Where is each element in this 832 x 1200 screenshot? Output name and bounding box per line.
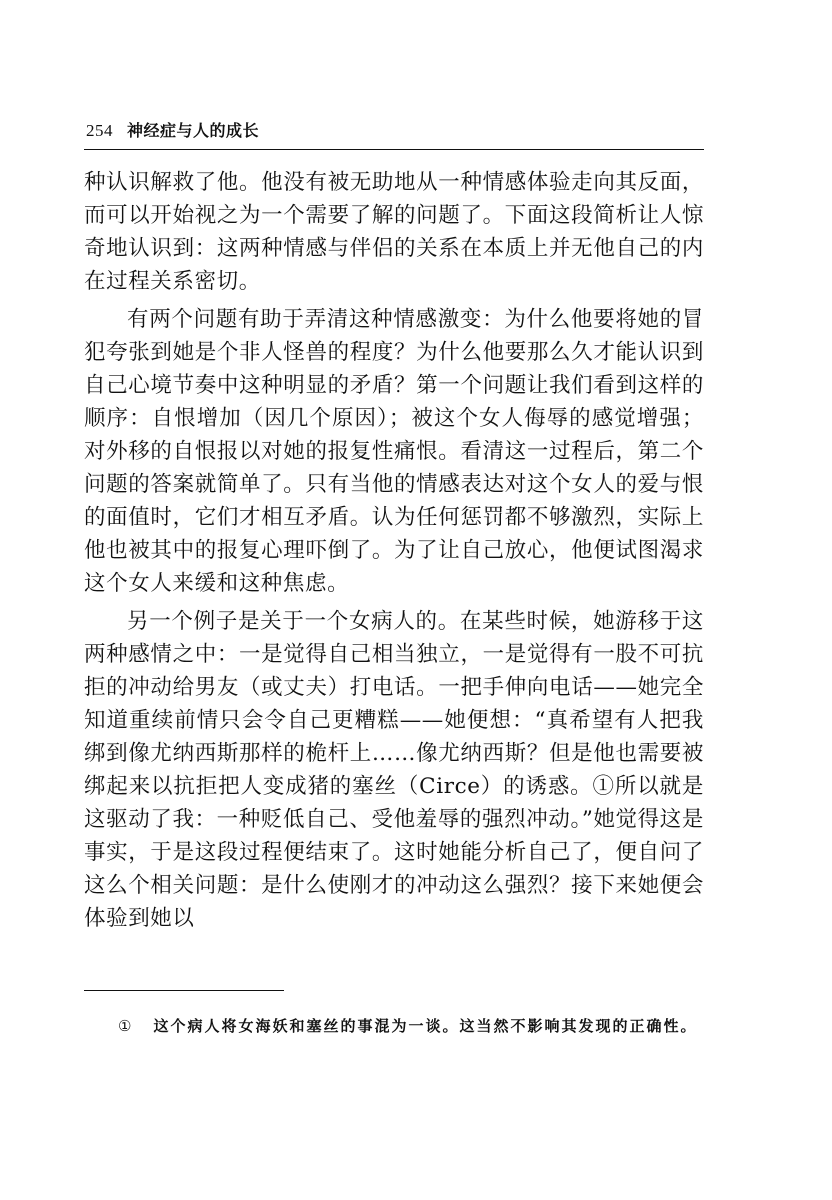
book-title: 神经症与人的成长: [127, 121, 260, 140]
footnote-text: 这个病人将女海妖和塞丝的事混为一谈。这当然不影响其发现的正确性。: [153, 1017, 698, 1035]
paragraph: 有两个问题有助于弄清这种情感激变：为什么他要将她的冒犯夸张到她是个非人怪兽的程度？为什么他要那么久才能认识到自己心境节奏中这种明显的矛盾？第一个问题让我们看到这样的顺序：自恨增加（因几个原因）；被这个女人侮辱的感觉增强；对外移的自恨报以对她的报复性痛恨。看清这一过程后，第二个问题的答案就简单了。只有当他的情感表达对这个女人的爱与恨的面值时，它们才相互矛盾。认为任何惩罚都不够激烈，实际上他也被其中的报复心理吓倒了。为了让自己放心，他便试图渴求这个女人来缓和这种焦虑。: [84, 307, 704, 596]
page-number: 254: [86, 121, 113, 140]
footnote-rule: [84, 990, 284, 991]
paragraph-continued: 种认识解救了他。他没有被无助地从一种情感体验走向其反面，而可以开始视之为一个需要了解的问题了。下面这段简析让人惊奇地认识到：这两种情感与伴侣的关系在本质上并无他自己的内在过程关系密切。: [84, 170, 704, 294]
header-rule: [84, 149, 704, 150]
footnote-marker: ①: [118, 1017, 134, 1035]
body-text: [84, 166, 704, 935]
running-header: [86, 118, 259, 141]
footnote: [84, 1014, 704, 1038]
paragraph: 另一个例子是关于一个女病人的。在某些时候，她游移于这两种感情之中：一是觉得自己相当独立，一是觉得有一股不可抗拒的冲动给男友（或丈夫）打电话。一把手伸向电话——她完全知道重续前情只会令自己更糟糕——她便想：“真希望有人把我绑到像尤纳西斯那样的桅杆上……像尤纳西斯？但是他也需要被绑起来以抗拒把人变成猪的塞丝（Circe）的诱惑。①所以就是这驱动了我：一种贬低自己、受他羞辱的强烈冲动。”她觉得这是事实，于是这段过程便结束了。这时她能分析自己了，便自问了这么个相关问题：是什么使刚才的冲动这么强烈？接下来她便会体验到她以: [84, 609, 704, 931]
